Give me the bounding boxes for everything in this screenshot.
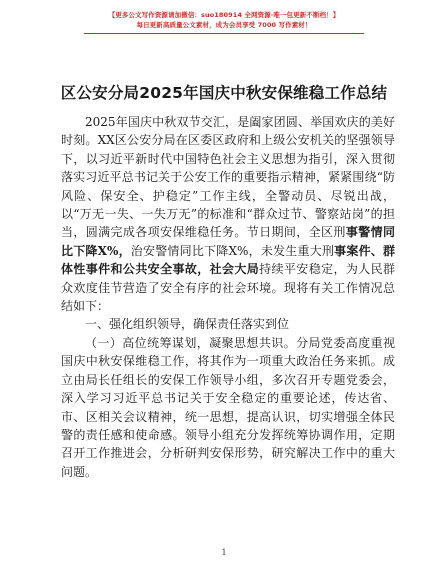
promo-banner: [0, 10, 448, 30]
intro-bold-2: 事案件、群体性事件和公共安全事故，: [61, 243, 395, 277]
intro-text-d: 持续平安稳定，为人民群众欢度佳节营造了安全有序的社会环境。现将有关工作情况总结如下：: [61, 262, 395, 314]
document-title: 区公安分局2025年国庆中秋安保维稳工作总结: [60, 84, 388, 102]
intro-paragraph: [61, 113, 395, 315]
intro-bold-3: 社会大局: [209, 262, 260, 277]
intro-bold-1: 事警情同比下降X%，: [61, 225, 395, 258]
intro-text-a: 2025年国庆中秋双节交汇，是阖家团圆、举国欢庆的美好时刻。XX区公安分局在区委区政府和上级公安机关的坚强领导下，以习近平新时代中国特色社会主义思想为指引，深入贯彻落实习近平总书记关于公安工作的重要指示精神，紧紧围绕“防风险、保安全、护稳定”工作主线，全警动员、尽锐出战，以“万无一失、一失万无”的标准和“群众过节、警察站岗”的担当，圆满完成各项安保维稳任务。节日期间，全区刑: [61, 115, 395, 240]
document-body: [61, 113, 395, 481]
banner-line-1: 【更多公文写作资源请加微信：suo180914 全网资源·唯一包更新不断档！】: [108, 11, 340, 19]
banner-line-2: 每日更新高质量公文素材，成为会员享受 7000 写作素材！: [136, 21, 312, 29]
section-1-paragraph: （一）高位统筹谋划，凝聚思想共识。分局党委高度重视国庆中秋安保维稳工作，将其作为一项重大政治任务来抓。成立由局长任组长的安保工作领导小组，多次召开专题党委会，深入学习习近平总书记关于安全稳定的重要论述，传达省、市、区相关会议精神，统一思想，提高认识，切实增强全体民警的责任感和使命感。领导小组充分发挥统筹协调作用，定期召开工作推进会，分析研判安保形势，研究解决工作中的重大问题。: [61, 335, 395, 479]
page-number: 1: [221, 548, 227, 557]
banner-divider: [84, 33, 364, 34]
intro-text-c: 治安警情同比下降X%，未发生重大刑: [130, 243, 335, 258]
section-heading-1: 一、强化组织领导，确保责任落实到位: [85, 317, 290, 332]
